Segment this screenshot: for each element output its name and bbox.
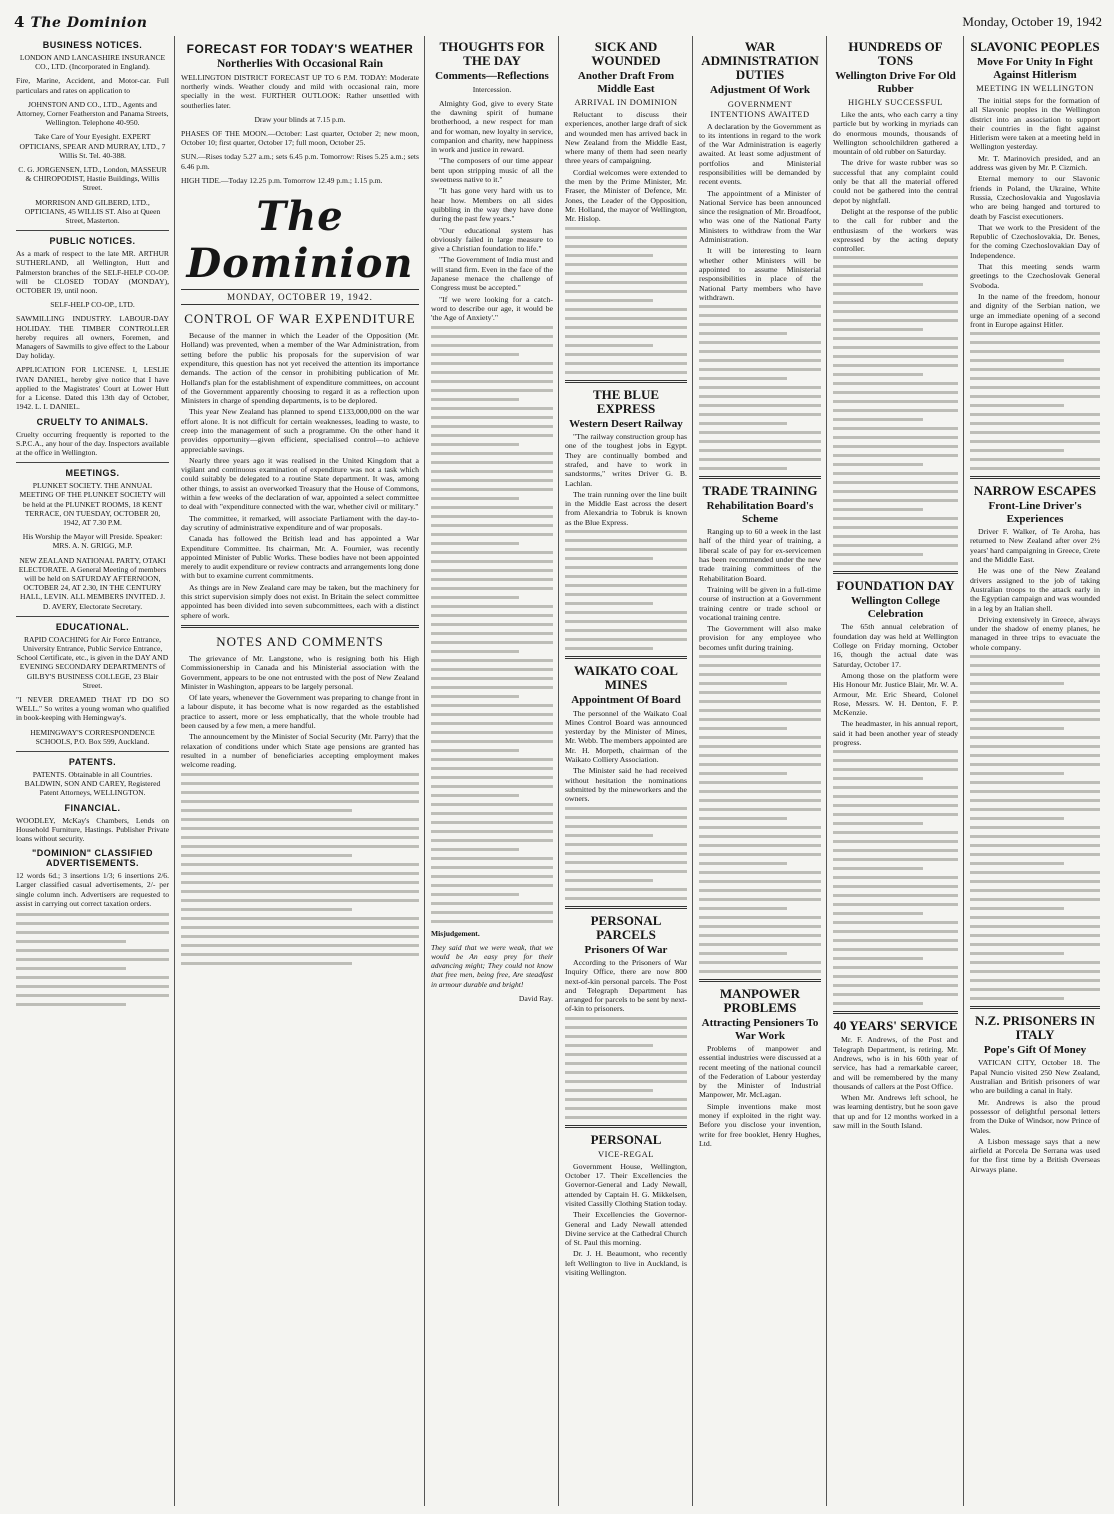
article-subheadline: Front-Line Driver's Experiences xyxy=(988,500,1082,525)
notice: SELF-HELP CO-OP., LTD. xyxy=(50,300,135,310)
article-headline: THE BLUE EXPRESS xyxy=(592,386,660,416)
article-paragraph: It will be interesting to learn whether other Ministers will be appointed to assume Ministerial responsibilities in place of the National Party members who have withdrawn. xyxy=(699,246,821,302)
editorial-paragraph: Nearly three years ago it was realised in the United Kingdom that a vigilant and continuous examination of expenditure was not a task which could suitably be delegated to a routine State department. It was, among other things, to assist an overworked Treasury that the House of Commons, within a few weeks of the declaration of war, appointed a select committee to deal with "expenditure connected with the war, whether civil or military." xyxy=(181,455,419,512)
section-title-business: BUSINESS NOTICES. xyxy=(42,40,143,50)
section-title-classified: "DOMINION" CLASSIFIED ADVERTISEMENTS. xyxy=(31,848,154,869)
page-date: Monday, October 19, 1942 xyxy=(962,14,1102,29)
weather-title: FORECAST FOR TODAY'S WEATHER xyxy=(186,42,414,56)
weather-forecast: WELLINGTON DISTRICT FORECAST UP TO 6 P.M. TODAY: Moderate northerly winds. Weather cloudy and mild with occasional rain, more specially in the west. FURTHER OUTLOOK: Rather unsettled with southerlies later. xyxy=(181,73,419,110)
notice: "I NEVER DREAMED THAT I'D DO SO WELL." So writes a young woman who qualified in book-keeping with Hemingway's. xyxy=(16,694,169,723)
article-headline: PERSONAL xyxy=(590,1131,662,1147)
notice: C. G. JORGENSEN, LTD., London, MASSEUR & CHIROPODIST, Hastie Buildings, Willis Street. xyxy=(18,165,167,193)
article-paragraph: Government House, Wellington, October 17. Their Excellencies the Governor-General and Lady Newall, attended by Captain H. G. Mikkelsen, visited Cassilly Clothing Station today. xyxy=(565,1161,687,1208)
article-subheadline: Rehabilitation Board's Scheme xyxy=(706,500,814,525)
notice: APPLICATION FOR LICENSE. I, LESLIE IVAN DANIEL, hereby give notice that I have applied to the Magistrates' Court at Lower Hutt for a License. Dated this 13th day of October, 1942. L. I. DANIEL. xyxy=(16,365,169,412)
article-paragraph: Delight at the response of the public to the call for rubber and the enthusiasm of the workers was expressed by the acting deputy controller. xyxy=(833,206,958,254)
article-paragraph: The train running over the line built in the Middle East across the desert from Alexandria to Tobruk is known as the Blue Express. xyxy=(565,489,687,527)
section-title-financial: FINANCIAL. xyxy=(64,802,121,813)
section-title-meetings: MEETINGS. xyxy=(65,468,120,479)
article-subheadline: Appointment Of Board xyxy=(571,694,681,707)
editorial-title: CONTROL OF WAR EXPENDITURE xyxy=(184,311,416,327)
article-paragraph: Driver F. Walker, of Te Aroha, has returned to New Zealand after over 2½ years' hard campaigning in Greece, Crete and the Middle East. xyxy=(970,527,1100,565)
article-paragraph: The personnel of the Waikato Coal Mines Control Board was announced yesterday by the Minister of Mines, Mr. Webb. The members appointed are Mr. H. Morpeth, chairman of the Waikato Colliery Association. xyxy=(565,708,687,765)
article-paragraph: Reluctant to discuss their experiences, another large draft of sick and wounded men has arrived back in New Zealand from the Middle East, where many of them had seen nearly three years of campaigning. xyxy=(565,110,687,166)
article-paragraph: The headmaster, in his annual report, said it had been another year of steady progress. xyxy=(833,719,958,748)
column-business-notices xyxy=(10,36,175,1506)
article-lead: Intercession. xyxy=(472,84,512,94)
editorial-paragraph: As things are in New Zealand care may be taken, but the machinery for this strict supervision simply does not exist. In Britain the select committee appointed has been divided into seven subcommittees, each with a distinct sphere of work. xyxy=(181,582,419,620)
article-paragraph: "The Government of India must and will stand firm. Even in the face of the Japanese menace the challenge of Congress must be accepted." xyxy=(431,255,553,293)
article-subheadline: Move For Unity In Fight Against Hitlerism xyxy=(977,56,1093,81)
article-paragraph: "It has gone very hard with us to hear how. Members on all sides quibbling in the way they have done during the past few years." xyxy=(431,186,553,224)
article-tagline: VICE-REGAL xyxy=(598,1148,654,1159)
article-paragraph: Like the ants, who each carry a tiny particle but by working in myriads can do enormous mounds, thousands of Wellington schoolchildren gathered a mountain of old rubber on Saturday. xyxy=(833,110,958,157)
notice: His Worship the Mayor will Preside. Speaker: MRS. A. N. GRIGG, M.P. xyxy=(22,532,163,551)
article-headline: N.Z. PRISONERS IN ITALY xyxy=(975,1012,1095,1042)
article-headline: HUNDREDS OF TONS xyxy=(848,39,943,68)
article-subheadline: Western Desert Railway xyxy=(569,417,683,430)
notice: RAPID COACHING for Air Force Entrance, University Entrance, Public Service Entrance, School Certificate, etc., is given in the DAY AND EVENING SECONDARY DEPARTMENTS of GILBY'S BUSINESS COLLEGE, 23 Blair Street. xyxy=(16,634,169,690)
article-headline: WAR ADMINISTRATION DUTIES xyxy=(701,39,819,82)
article-paragraph: Eternal memory to our Slavonic friends in Poland, the Ukraine, White Russia, Czechoslovakia and Yugoslavia who are being hanged and tortured to death by Fascist executioners. xyxy=(970,174,1100,221)
notice: PLUNKET SOCIETY. THE ANNUAL MEETING OF THE PLUNKET SOCIETY will be held at the PLUNKET ROOMS, 18 KENT TERRACE, ON TUESDAY, OCTOBER 20, 1942, AT 7.30 P.M. xyxy=(19,481,166,527)
notice: HEMINGWAY'S CORRESPONDENCE SCHOOLS, P.O. Box 599, Auckland. xyxy=(30,727,155,746)
article-paragraph: The appointment of a Minister of National Service has been announced since the resignation of Mr. Broadfoot, who was one of the National Party Ministers to withdraw from the War Administration. xyxy=(699,188,821,245)
notes-paragraph: Of late years, whenever the Government was preparing to change front in a labour dispute, it has become what is now regarded as the established practice to assert, more or less emphatically, that the whole trouble had been caused by a few men, a mere handful. xyxy=(181,693,419,731)
article-headline: THOUGHTS FOR THE DAY xyxy=(439,39,545,68)
article-paragraph: The Minister said he had received without hesitation the nominations submitted by the mineworkers and the owners. xyxy=(565,766,687,804)
article-paragraph: Training will be given in a full-time course of instruction at a Government training centre or trade school or vocational training centre. xyxy=(699,584,821,622)
article-subheadline: Pope's Gift Of Money xyxy=(983,1043,1087,1056)
editorial-paragraph: Because of the manner in which the Leader of the Opposition (Mr. Holland) was prevented, when a member of the War Administration, from setting before the public his proposals for the supervision of war expenditure, this question has not yet received the attention its importance demands. The action of the censor in prohibiting publication of Mr. Holland's plan for the establishment of expenditure committees, on account of the Government apparently choosing to regard it as a reflection upon Ministers in charge of spending departments, is to be deplored. xyxy=(181,331,419,406)
column-rubber-drive xyxy=(827,36,964,1506)
tide-times: HIGH TIDE.—Today 12.25 p.m. Tomorrow 12.49 p.m.; 1.15 p.m. xyxy=(181,175,383,185)
article-subheadline: Prisoners Of War xyxy=(584,943,668,956)
article-paragraph: According to the Prisoners of War Inquiry Office, there are now 800 next-of-kin personal parcels. The Post and Telegraph Department has arranged for parcels to be sent by next-of-kin to prisoners. xyxy=(565,958,687,1014)
verse-text: They said that we were weak, that we would be An easy prey for their advancing might; They could not know that free men, being free, Are steadfast in armour durable and bright! xyxy=(431,942,553,989)
page-number-block xyxy=(14,13,147,31)
paper-name-small: The Dominion xyxy=(30,15,148,31)
article-paragraph: He was one of the New Zealand drivers assigned to the job of taking Australian troops to the attack early in the Egyptian campaign and was wounded in a leg by an Italian shell. xyxy=(970,566,1100,613)
article-tagline: GOVERNMENT INTENTIONS AWAITED xyxy=(710,98,810,119)
notice: 12 words 6d.; 3 insertions 1/3; 6 insertions 2/6. Larger classified casual advertisements, 2/- per single column inch. Advertisers are requested to assist in carrying out correct taxation orders. xyxy=(16,871,169,908)
editorial-paragraph: Canada has followed the British lead and has appointed a War Expenditure Committee. Its chairman, Mr. A. Fournier, was recently appointed Minister of Public Works. These bodies have not been appointed merely to audit expenditure or review contracts and arrangements long done with but to examine current commitments. xyxy=(181,534,419,581)
article-paragraph: "The composers of our time appear bent upon stripping music of all the sweetness native to it." xyxy=(431,156,553,185)
editorial-paragraph: The committee, it remarked, will associate Parliament with the day-to-day scrutiny of administrative expenditure and of war proposals. xyxy=(181,513,419,532)
column-war-administration xyxy=(693,36,827,1506)
notice: MORRISON AND GILBERD, LTD., OPTICIANS, 45 WILLIS ST. Also at Queen Street, Masterton. xyxy=(24,197,161,226)
article-paragraph: Driving extensively in Greece, always under the shadow of enemy planes, he managed in three trips to evacuate the whole company. xyxy=(970,614,1100,652)
masthead: The Dominion xyxy=(186,193,414,288)
article-subheadline: Attracting Pensioners To War Work xyxy=(701,1017,819,1042)
notes-title: NOTES AND COMMENTS xyxy=(216,633,384,649)
column-sick-wounded xyxy=(559,36,693,1506)
article-tagline: MEETING IN WELLINGTON xyxy=(976,83,1094,93)
article-headline: PERSONAL PARCELS xyxy=(590,912,662,942)
notice: NEW ZEALAND NATIONAL PARTY, OTAKI ELECTORATE. A General Meeting of members will be held on SATURDAY AFTERNOON, OCTOBER 24, AT 2.30, IN THE CENTURY HALL, LEVIN. ALL MEMBERS INVITED. J. D. AVERY, Electorate Secretary. xyxy=(18,555,167,611)
article-tagline: ARRIVAL IN DOMINION xyxy=(574,97,678,107)
notice: As a mark of respect to the late MR. ARTHUR SUTHERLAND, all Wellington, Hutt and Palmerston branches of the SELF-HELP CO-OP. will be CLOSED TODAY (MONDAY), OCTOBER 19, until noon. xyxy=(16,249,169,296)
weather-subtitle: Northerlies With Occasional Rain xyxy=(216,58,383,70)
article-paragraph: "The railway construction group has one of the toughest jobs in Egypt. They are continually bombed and strafed, and have to work in sandstorms," writes Driver G. B. Lachlan. xyxy=(565,432,687,488)
article-subheadline: Another Draft From Middle East xyxy=(577,70,675,95)
notice: Take Care of Your Eyesight. EXPERT OPTICIANS, SPEAR AND MURRAY, LTD., 7 Willis St. Tel. 40-388. xyxy=(19,132,166,160)
article-headline: 40 YEARS' SERVICE xyxy=(833,1018,958,1034)
notice: WOODLEY, McKay's Chambers, Lends on Household Furniture, Hastings. Publisher Private loans without security. xyxy=(16,815,169,843)
section-title-public: PUBLIC NOTICES. xyxy=(49,236,136,247)
article-paragraph: Among those on the platform were His Honour Mr. Justice Blair, Mr. W. A. Armour, Mr. Eric Sheard, Colonel Rose, Messrs. W. H. Denton, F. P. McKenzie. xyxy=(833,670,958,718)
verse-title: Misjudgement. xyxy=(431,928,480,938)
article-paragraph: Mr. Andrews is also the proud possessor of delightful personal letters from the Duke of Windsor, now Prince of Wales. xyxy=(970,1097,1100,1135)
article-subheadline: Wellington College Celebration xyxy=(851,595,940,620)
article-paragraph: That this meeting sends warm greetings to the Czechoslovak General Svoboda. xyxy=(970,262,1100,290)
moon-phases: PHASES OF THE MOON.—October: Last quarter, October 2; new moon, October 10; first quarter, October 17; full moon, October 25. xyxy=(181,129,419,148)
article-paragraph: A declaration by the Government as to its intentions in regard to the work of the War Administration is eagerly awaited. At least some adjustment of portfolios and Ministerial responsibilities will be demanded by recent events. xyxy=(699,121,821,187)
editorial-paragraph: This year New Zealand has planned to spend £133,000,000 on the war effort alone. It is not difficult for certain weaknesses, leading to waste, to creep into the management of such a programme. On the other hand it provides opportunity—given efficient, specialised control—to achieve appreciable savings. xyxy=(181,407,419,454)
article-headline: SICK AND WOUNDED xyxy=(591,39,661,68)
notes-paragraph: The announcement by the Minister of Social Security (Mr. Parry) that the relaxation of conditions under which State age pensions are granted has resulted in a number of beneficiaries accepting employment makes welcome reading. xyxy=(181,732,419,770)
section-title-patents: PATENTS. xyxy=(68,756,117,767)
article-subheadline: Comments—Reflections xyxy=(435,70,549,82)
article-paragraph: In the name of the freedom, honour and dignity of the Serbian nation, we urge an immediate opening of a second front in Europe against Hitler. xyxy=(970,291,1100,329)
section-title-cruelty: CRUELTY TO ANIMALS. xyxy=(36,416,149,427)
article-paragraph: The 65th annual celebration of foundation day was held at Wellington College on Friday morning, October 16, though the actual date was Saturday, October 17. xyxy=(833,622,958,669)
notice: PATENTS. Obtainable in all Countries. BALDWIN, SON AND CAREY, Registered Patent Attorneys, WELLINGTON. xyxy=(24,769,161,798)
masthead-date: MONDAY, OCTOBER 19, 1942. xyxy=(181,289,419,305)
article-paragraph: Their Excellencies the Governor-General and Lady Newall attended Divine service at the Cathedral Church of St. Paul this morning. xyxy=(565,1210,687,1248)
verse-author: David Ray. xyxy=(518,993,553,1003)
article-paragraph: Mr. T. Marinovich presided, and an address was given by Mr. P. Cizmich. xyxy=(970,153,1100,173)
article-paragraph: "Our educational system has obviously failed in large measure to give a Christian foundation to life." xyxy=(431,225,553,254)
article-paragraph: VATICAN CITY, October 18. The Papal Nuncio visited 250 New Zealand, Australian and British prisoners of war who are building a canal in Italy. xyxy=(970,1058,1100,1096)
section-title-educational: EDUCATIONAL. xyxy=(55,621,130,632)
article-headline: FOUNDATION DAY xyxy=(836,578,955,594)
column-thoughts xyxy=(425,36,559,1506)
article-paragraph: "If we were looking for a catch-word to describe our age, it would be 'the Age of Anxiety'." xyxy=(431,294,553,323)
article-paragraph: Almighty God, give to every State the dawning spirit of humane brotherhood, a new respect for man and for woman, new loyalty in service, companion and charity, new happiness in work and justice in reward. xyxy=(431,98,553,155)
notes-paragraph: The grievance of Mr. Langstone, who is resigning both his High Commissionership in Canada and his Ministerial association with the Government, appears to be one not entrusted with the post of New Zealand Minister in Washington, appears to be largely personal. xyxy=(181,653,419,691)
article-paragraph: A Lisbon message says that a new airfield at Porcela De Serrana was used for the first time by a British Overseas Airways plane. xyxy=(970,1136,1100,1174)
article-paragraph: Mr. F. Andrews, of the Post and Telegraph Department, is retiring. Mr. Andrews, who is in his 60th year of service, has had a remarkable career, and will be remembered by the many thousands of callers at the Post Office. xyxy=(833,1035,958,1091)
article-paragraph: That we work to the President of the Republic of Czechoslovakia, Dr. Benes, for the coming Czechoslovakian Day of Independence. xyxy=(970,222,1100,260)
article-paragraph: The Government will also make provision for any employee who becomes unfit during training. xyxy=(699,624,821,652)
article-paragraph: The initial steps for the formation of all Slavonic peoples in the Wellington district into an association to support their countries in the fight against Hitlerism were taken at a meeting held in Wellington yesterday. xyxy=(970,96,1100,152)
notice: Cruelty occurring frequently is reported to the S.P.C.A., any hour of the day. Inspectors available at the office in Wellington. xyxy=(16,429,169,457)
article-paragraph: Ranging up to 60 a week in the last half of the third year of training, a liberal scale of pay for ex-servicemen has been recommended under the new trade training committees of the Rehabilitation Board. xyxy=(699,527,821,583)
article-paragraph: When Mr. Andrews left school, he was learning dentistry, but he soon gave that up and for 12 months worked in a saw mill in the South Island. xyxy=(833,1093,958,1130)
notice: SAWMILLING INDUSTRY. LABOUR-DAY HOLIDAY. THE TIMBER CONTROLLER hereby requires all owners, Foremen, and Managers of Sawmills to give effect to the Labour Day holiday. xyxy=(16,314,169,361)
article-paragraph: Dr. J. H. Beaumont, who recently left Wellington to live in Auckland, is visiting Wellington. xyxy=(565,1249,687,1278)
page-number: 4 xyxy=(14,13,25,31)
page-header xyxy=(14,10,1102,34)
article-headline: MANPOWER PROBLEMS xyxy=(719,986,801,1015)
column-slavonic xyxy=(964,36,1106,1506)
article-paragraph: Problems of manpower and essential industries were discussed at a recent meeting of the national council of the Federation of Labour yesterday by the Minister of Industrial Manpower, Mr. McLagan. xyxy=(699,1044,821,1100)
article-paragraph: Simple inventions make most money if exploited in the right way. Before you disclose your invention, write for free booklet, Henry Hughes, Ltd. xyxy=(699,1101,821,1148)
article-tagline: HIGHLY SUCCESSFUL xyxy=(848,97,943,107)
notice: JOHNSTON AND CO., LTD., Agents and Attorney, Corner Featherston and Panama Streets, Wellington. Telephone 40-950. xyxy=(16,99,169,128)
column-editorial xyxy=(175,36,425,1506)
article-headline: WAIKATO COAL MINES xyxy=(574,663,678,693)
article-subheadline: Adjustment Of Work xyxy=(709,84,811,96)
notice: LONDON AND LANCASHIRE INSURANCE CO., LTD. (Incorporated in England). xyxy=(19,53,166,72)
article-subheadline: Wellington Drive For Old Rubber xyxy=(835,70,956,95)
sun-times: SUN.—Rises today 5.27 a.m.; sets 6.45 p.m. Tomorrow: Rises 5.25 a.m.; sets 6.46 p.m. xyxy=(181,152,419,171)
article-headline: TRADE TRAINING xyxy=(702,483,818,499)
article-paragraph: Cordial welcomes were extended to the men by the Prime Minister, Mr. Fraser, the Minister of Defence, Mr. Jones, the Leader of the Opposition, Mr. Holland, the mayor of Wellington, Mr. Hislop. xyxy=(565,167,687,224)
blinds-time: Draw your blinds at 7.15 p.m. xyxy=(254,114,346,124)
article-headline: NARROW ESCAPES xyxy=(973,483,1097,499)
article-paragraph: The drive for waste rubber was so successful that any complaint could only be that all the material offered could not be gathered into the central depot by nightfall. xyxy=(833,158,958,205)
article-headline: SLAVONIC PEOPLES xyxy=(970,39,1100,54)
notice: Fire, Marine, Accident, and Motor-car. Full particulars and rates on application to xyxy=(16,76,169,95)
